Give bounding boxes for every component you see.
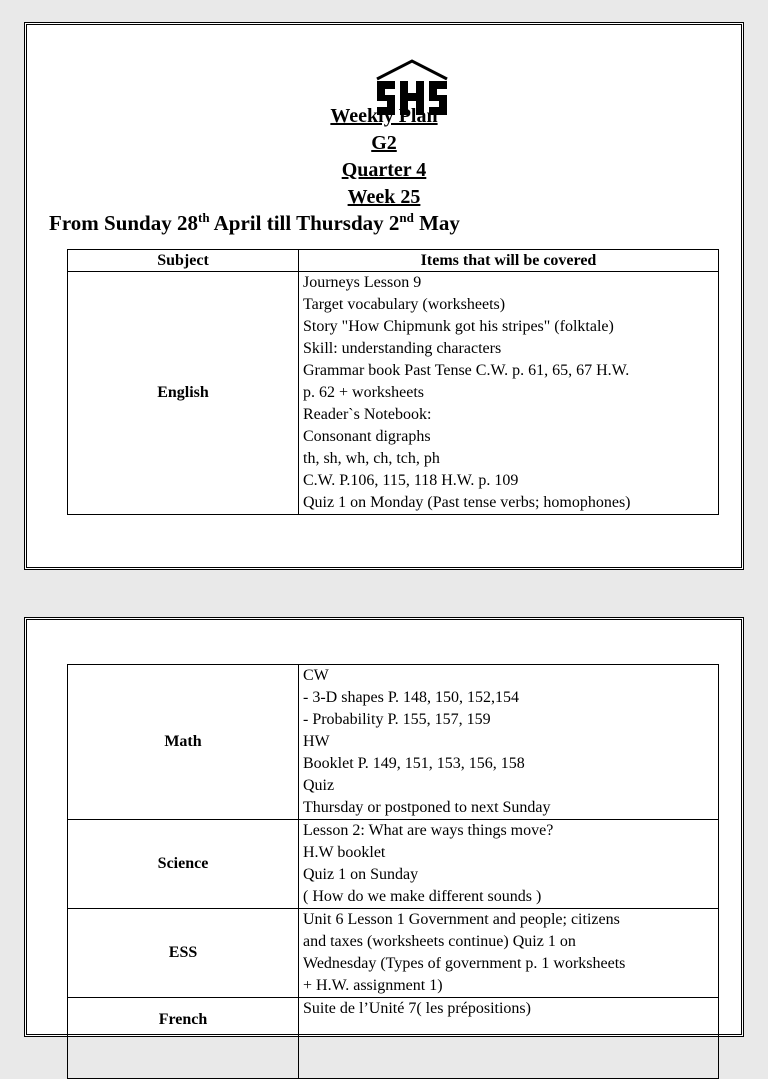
item-line: th, sh, wh, ch, tch, ph <box>303 450 440 467</box>
item-line: Quiz 1 on Monday (Past tense verbs; homophones) <box>303 494 631 511</box>
item-line: Wednesday (Types of government p. 1 worksheets <box>303 955 626 972</box>
item-line: Target vocabulary (worksheets) <box>303 296 506 313</box>
items-cell <box>299 272 719 515</box>
items-column-header: Items that will be covered <box>299 250 719 272</box>
subject-cell: English <box>68 272 299 515</box>
quarter-label: Quarter 4 <box>341 159 427 181</box>
items-cell <box>299 665 719 820</box>
table-header-row <box>68 250 719 272</box>
item-line: and taxes (worksheets continue) Quiz 1 on <box>303 933 576 950</box>
page-2 <box>24 617 744 1037</box>
item-line: Booklet P. 149, 151, 153, 156, 158 <box>303 755 525 772</box>
item-line: Consonant digraphs <box>303 428 431 445</box>
item-line: Lesson 2: What are ways things move? <box>303 822 554 839</box>
subject-column-header: Subject <box>68 250 299 272</box>
item-line: Grammar book Past Tense C.W. p. 61, 65, 67 H.W. <box>303 362 630 379</box>
subject-cell: Math <box>68 665 299 820</box>
item-line: Skill: understanding characters <box>303 340 502 357</box>
table-row-french <box>68 998 719 1079</box>
item-line: Quiz <box>303 777 335 794</box>
item-line: Reader`s Notebook: <box>303 406 432 423</box>
item-line: C.W. P.106, 115, 118 H.W. p. 109 <box>303 472 519 489</box>
item-line: ( How do we make different sounds ) <box>303 888 542 905</box>
grade-label: G2 <box>371 132 397 154</box>
item-line: H.W booklet <box>303 844 386 861</box>
subject-cell: ESS <box>68 909 299 998</box>
plan-table-top <box>67 249 719 515</box>
item-line: Suite de l’Unité 7( les prépositions) <box>303 1000 531 1017</box>
item-line: - 3-D shapes P. 148, 150, 152,154 <box>303 689 519 706</box>
item-line: - Probability P. 155, 157, 159 <box>303 711 491 728</box>
item-line: + H.W. assignment 1) <box>303 977 443 994</box>
plan-title: Weekly Plan <box>330 105 438 127</box>
items-cell <box>299 909 719 998</box>
table-row-math <box>68 665 719 820</box>
item-line: Story "How Chipmunk got his stripes" (folktale) <box>303 318 614 335</box>
item-line: CW <box>303 667 329 684</box>
items-cell <box>299 820 719 909</box>
item-line: Thursday or postponed to next Sunday <box>303 799 551 816</box>
plan-table-bottom <box>67 664 719 1079</box>
subject-cell: Science <box>68 820 299 909</box>
week-label: Week 25 <box>347 186 421 208</box>
table-row-science <box>68 820 719 909</box>
item-line: HW <box>303 733 330 750</box>
table-row-english <box>68 272 719 515</box>
item-line: Quiz 1 on Sunday <box>303 866 419 883</box>
page-1 <box>24 22 744 570</box>
items-cell <box>299 998 719 1079</box>
item-line: Unit 6 Lesson 1 Government and people; citizens <box>303 911 620 928</box>
item-line: Journeys Lesson 9 <box>303 274 422 291</box>
subject-cell: French <box>68 998 299 1079</box>
table-row-ess <box>68 909 719 998</box>
date-range: From Sunday 28th April till Thursday 2nd May <box>49 210 460 235</box>
item-line: p. 62 + worksheets <box>303 384 425 401</box>
